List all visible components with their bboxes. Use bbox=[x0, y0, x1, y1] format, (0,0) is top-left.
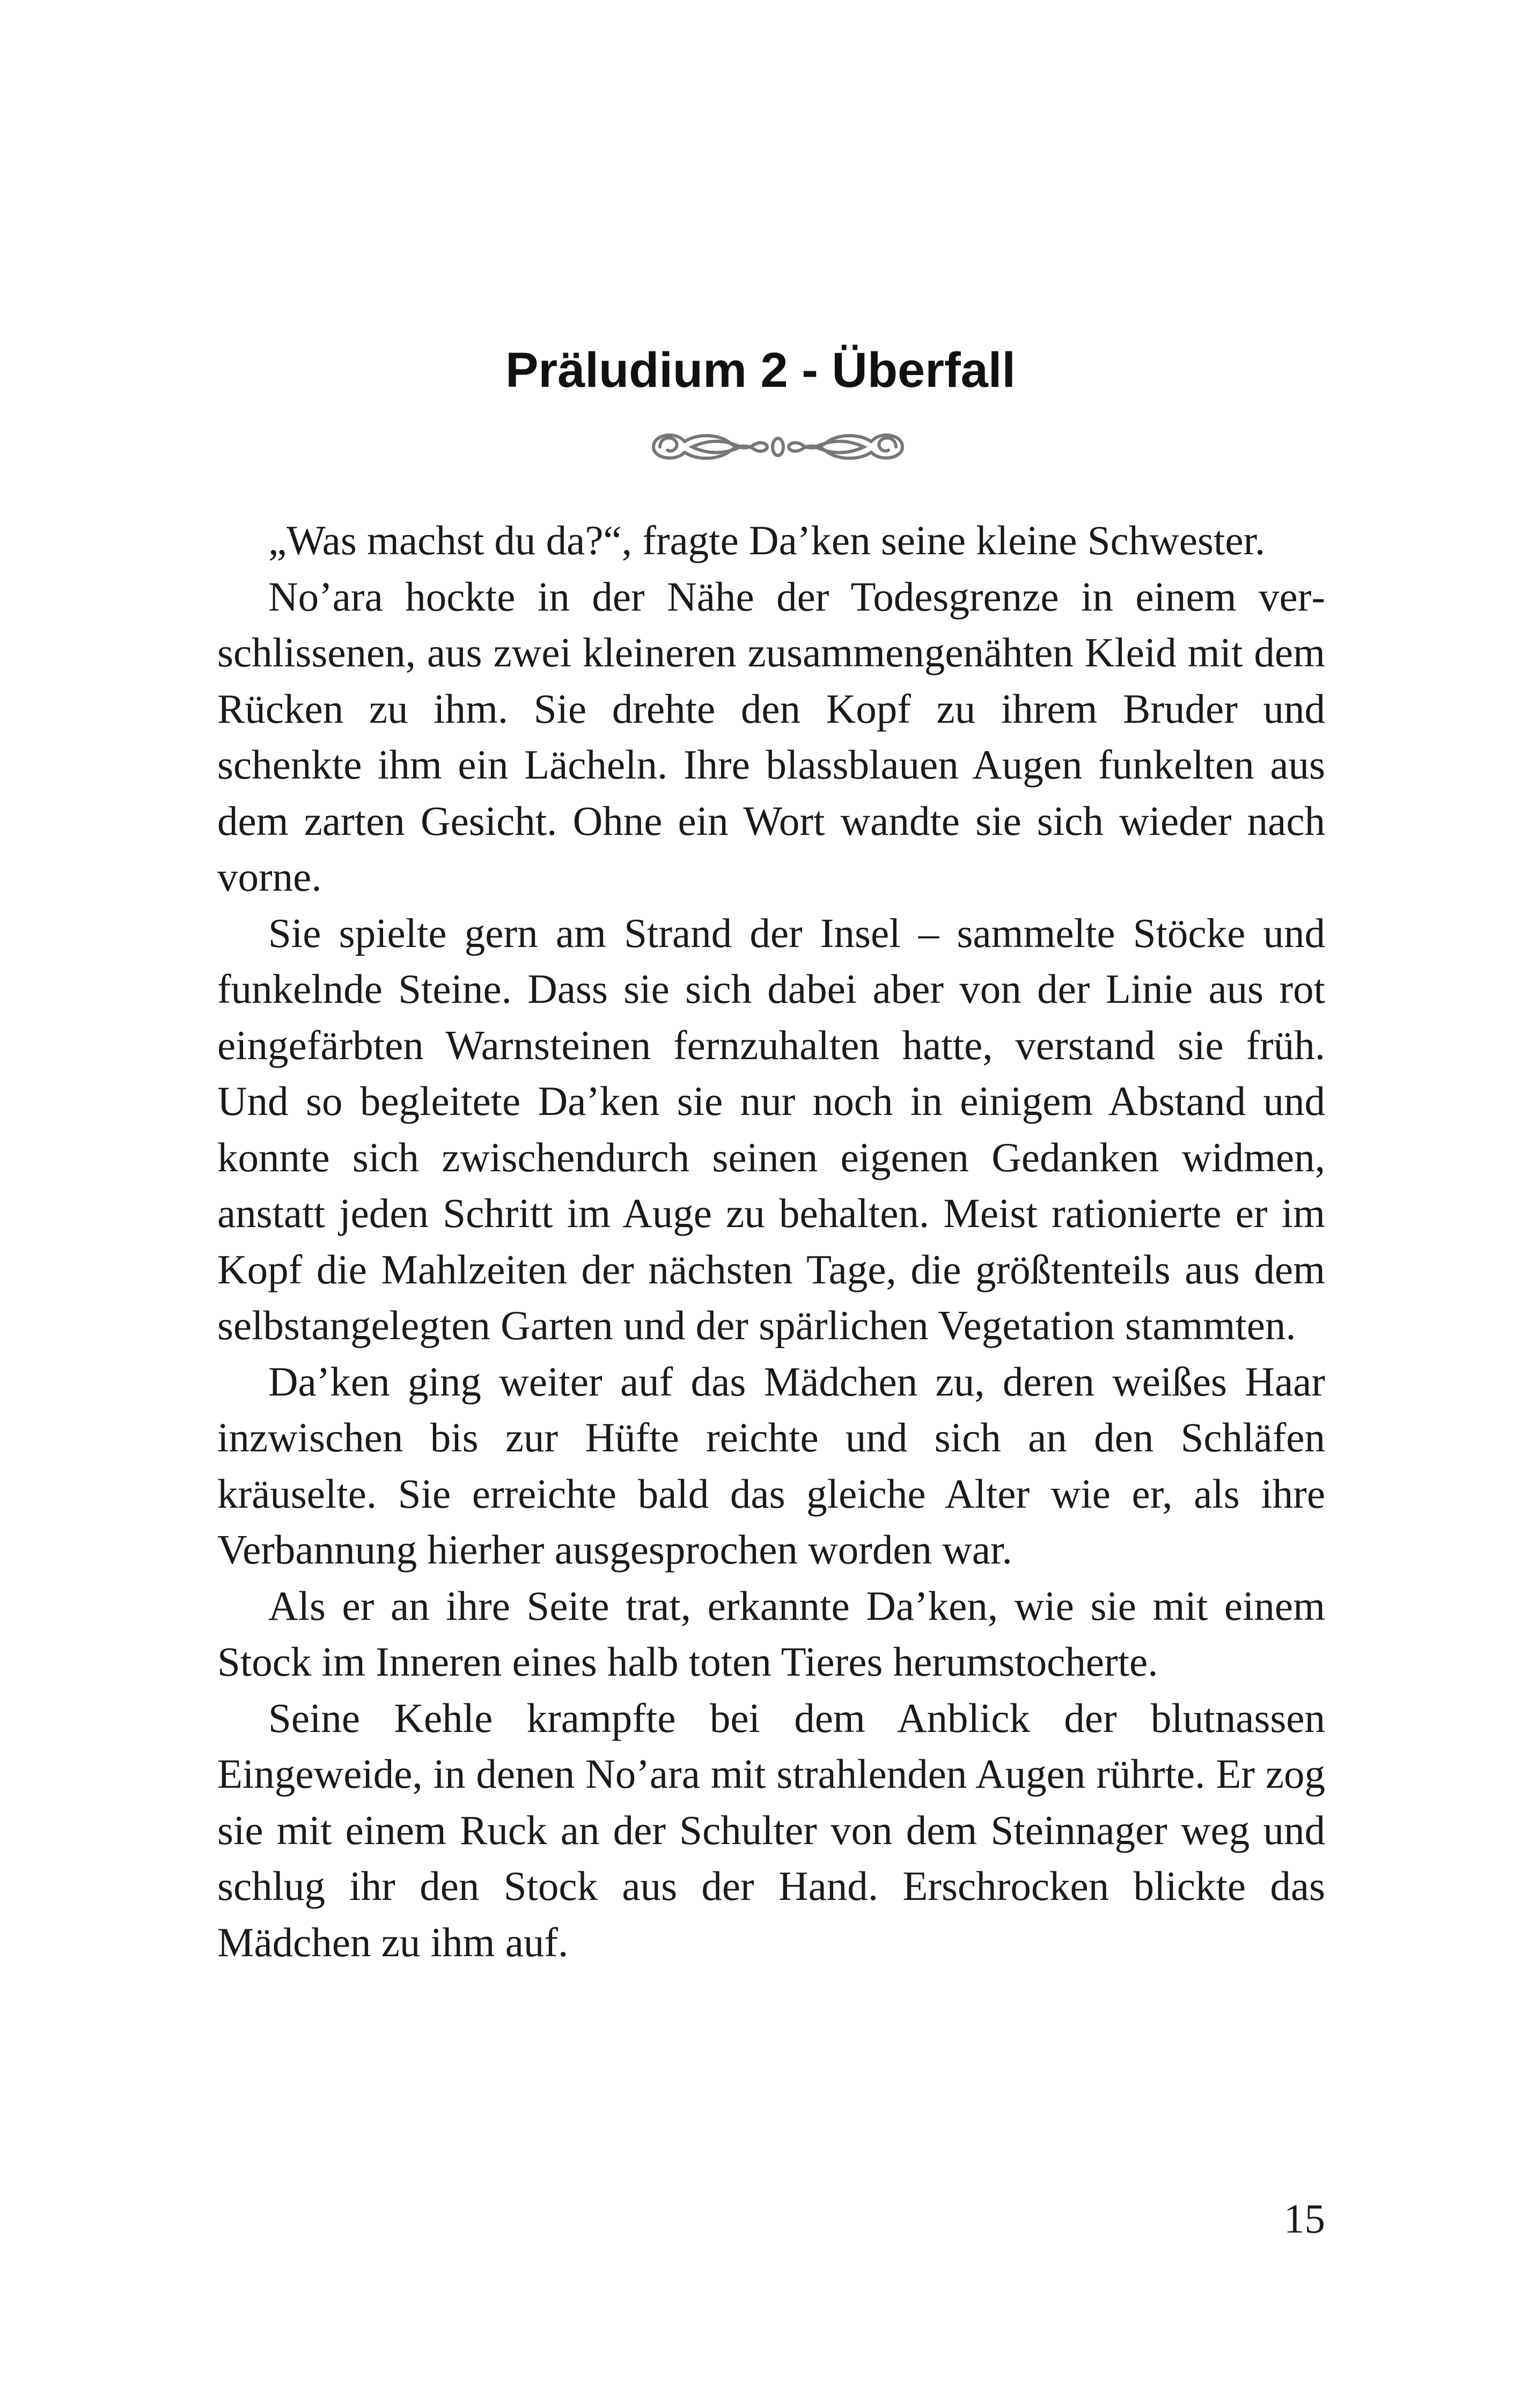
page-number: 15 bbox=[1284, 2196, 1325, 2242]
paragraph: Da’ken ging weiter auf das Mädchen zu, deren weißes Haar inzwischen bis zur Hüfte reichte und sich an den Schläfen kräuselte. Sie erreichte bald das gleiche Alter wie er, als ihre Verbannung hierher ausgesprochen worden war. bbox=[217, 1358, 1325, 1573]
decorative-flourish-icon bbox=[638, 425, 917, 468]
paragraph: „Was machst du da?“, fragte Da’ken seine kleine Schwester. bbox=[268, 517, 1266, 563]
chapter-title: Präludium 2 - Überfall bbox=[505, 343, 1016, 398]
chapter-body bbox=[217, 512, 1325, 1970]
paragraph: Seine Kehle krampfte bei dem Anblick der blutnassen Eingeweide, in denen No’ara mit strahlenden Augen rührte. Er zog sie mit einem Ruck an der Schulter von dem Steinnager weg und schlug ihr den Stock aus der Hand. Erschrocken blickte das Mädchen zu ihm auf. bbox=[217, 1694, 1325, 1965]
paragraph: Sie spielte gern am Strand der Insel – sammelte Stöcke und funkelnde Steine. Dass sie sich dabei aber von der Linie aus rot eingefärbten Warnsteinen fernzuhalten hatte, verstand sie früh. Und so begleitete Da’ken sie nur noch in einigem Abstand und konnte sich zwischendurch seinen eigenen Gedanken widmen, anstatt jeden Schritt im Auge zu behalten. Meist rationierte er im Kopf die Mahlzeiten der nächsten Tage, die größtenteils aus dem selbstangelegten Garten und der spärlichen Vegetation stammten. bbox=[217, 909, 1325, 1348]
paragraph: Als er an ihre Seite trat, erkannte Da’ken, wie sie mit einem Stock im Inneren eines halb toten Tieres herumstocherte. bbox=[217, 1582, 1325, 1685]
paragraph: No’ara hockte in der Nähe der Todesgrenze in einem verschlissenen, aus zwei kleineren zusammengenähten Kleid mit dem Rücken zu ihm. Sie drehte den Kopf zu ihrem Bruder und schenkte ihm ein Lächeln. Ihre blassblauen Augen funkelten aus dem zarten Gesicht. Ohne ein Wort wandte sie sich wieder nach vorne. bbox=[217, 573, 1325, 900]
